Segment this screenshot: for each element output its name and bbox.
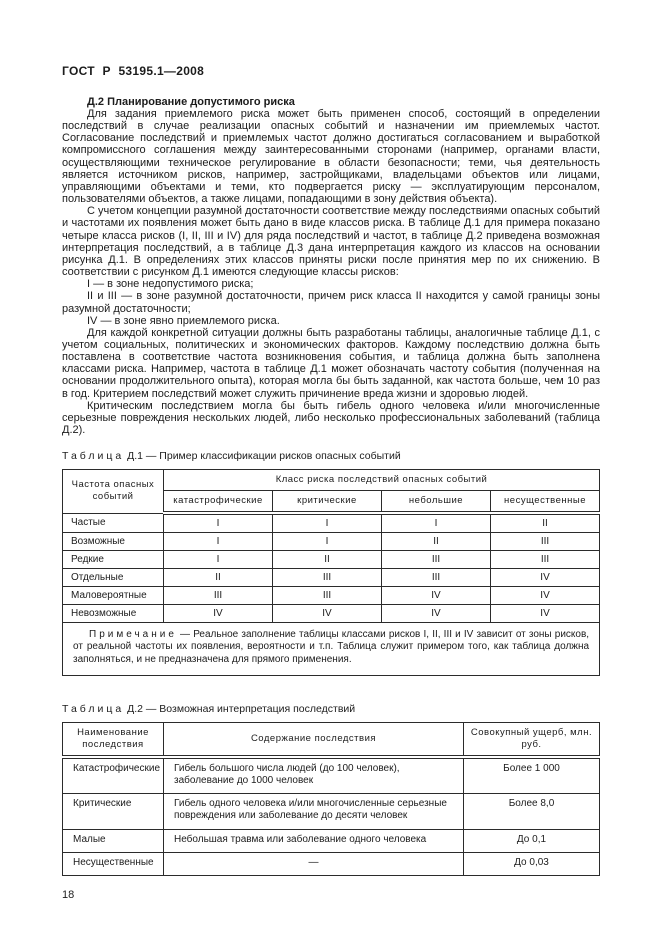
- column-header-frequency: Частота опасных событий: [63, 470, 164, 514]
- table-caption-word: Таблица: [62, 702, 125, 715]
- table-header-row: [63, 470, 600, 491]
- table-row: [63, 551, 600, 569]
- risk-class-cell: III: [491, 533, 600, 551]
- note-label: Примечание: [89, 629, 177, 641]
- risk-class-list-item: II и III — в зоне разумной достаточности, причем риск класса II находится у самой границы зоны разумной достаточности;: [62, 290, 600, 315]
- row-label: Частые: [63, 513, 164, 533]
- risk-class-cell: I: [273, 513, 382, 533]
- risk-class-cell: II: [491, 513, 600, 533]
- damage-cell: До 0,1: [464, 829, 600, 852]
- risk-class-list-item: IV — в зоне явно приемлемого риска.: [87, 314, 280, 327]
- risk-class-cell: III: [382, 551, 491, 569]
- row-label: Маловероятные: [63, 587, 164, 605]
- row-label: Невозможные: [63, 605, 164, 623]
- column-header-insignificant: несущественные: [491, 491, 600, 514]
- table-row: [63, 569, 600, 587]
- risk-class-cell: III: [382, 569, 491, 587]
- risk-class-cell: IV: [273, 605, 382, 623]
- table-d1-risk-classification: [62, 469, 600, 676]
- table-row: [63, 587, 600, 605]
- risk-class-cell: I: [273, 533, 382, 551]
- paragraph: Критическим последствием могла бы быть гибель одного человека и/или многочисленные серьезные повреждения нескольких людей, либо несколько профессиональных заболеваний (таблица Д.2).: [62, 399, 600, 437]
- risk-class-cell: III: [164, 587, 273, 605]
- column-header-catastrophic: катастрофические: [164, 491, 273, 514]
- column-header-consequence-name: Наименование последствия: [63, 722, 164, 757]
- table-caption-number: Д.1: [127, 450, 143, 463]
- risk-class-cell: III: [491, 551, 600, 569]
- row-label: Редкие: [63, 551, 164, 569]
- doc-number: ГОСТ Р 53195.1—2008: [62, 64, 205, 78]
- consequence-content-cell: Гибель большого числа людей (до 100 человек), заболевание до 1000 человек: [164, 757, 464, 794]
- table-d2-consequence-interpretation: [62, 722, 600, 876]
- consequence-content-cell: —: [164, 852, 464, 875]
- risk-class-cell: IV: [491, 569, 600, 587]
- column-header-critical: критические: [273, 491, 382, 514]
- consequence-name-cell: Критические: [63, 794, 164, 829]
- column-header-total-damage: Совокупный ущерб, млн. руб.: [464, 722, 600, 757]
- risk-class-cell: II: [273, 551, 382, 569]
- table-row: [63, 852, 600, 875]
- consequence-name-cell: Катастрофические: [63, 757, 164, 794]
- consequence-content-cell: Небольшая травма или заболевание одного человека: [164, 829, 464, 852]
- page-number: 18: [62, 889, 75, 902]
- consequence-content-cell: Гибель одного человека и/или многочисленные серьезные повреждения или заболевание до десяти человек: [164, 794, 464, 829]
- risk-class-cell: I: [164, 513, 273, 533]
- column-header-consequence-content: Содержание последствия: [164, 722, 464, 757]
- table-row: [63, 605, 600, 623]
- risk-class-cell: IV: [382, 587, 491, 605]
- risk-class-cell: III: [273, 569, 382, 587]
- paragraph: Для задания приемлемого риска может быть применен способ, состоящий в определении последствий в случае реализации опасных событий и назначении им приемлемых частот. Согласование последствий и приемлемых частот должно достигаться согласованием и выработкой компромиссного соглашения между заинтересованными сторонами (например, органами власти, осуществляющими техническое регулирование в области безопасности; теми, чья деятельность является источником рисков, например, застройщиками, владельцами объектов или лицами, управляющими объектами и теми, кто подвергается риску — эксплуатирующим персоналом, пользователями объектов, а также лицами, попадающими в зону действия объекта).: [62, 108, 600, 206]
- table-caption-text: — Пример классификации рисков опасных событий: [145, 450, 401, 463]
- paragraph: Для каждой конкретной ситуации должны быть разработаны таблицы, аналогичные таблице Д.1, с учетом социальных, политических и экономических факторов. Каждому последствию должна быть поставлена в соответствие частота возникновения события, и таблица должна быть заполнена классами риска. Например, частота в таблице Д.1 может обозначать частоту события (полученная на основании продолжительного опыта), которая могла бы быть заданной, как частота больше, чем 10 раз в год. Критерием последствий может служить причинение вреда жизни и здоровью людей.: [62, 326, 600, 400]
- column-header-small: небольшие: [382, 491, 491, 514]
- table-note-row: [63, 623, 600, 676]
- risk-class-cell: I: [382, 513, 491, 533]
- table-d1-caption: [62, 450, 600, 462]
- spacer: [62, 676, 600, 689]
- table-row: [63, 533, 600, 551]
- table-row: [63, 829, 600, 852]
- risk-class-cell: IV: [164, 605, 273, 623]
- note-text: — Реальное заполнение таблицы классами рисков I, II, III и IV зависит от зоны рисков, от реальной частоты их появления, вероятности и т.п. Таблица служит примером того, как таблица должна заполняться, и не предназначена для прямого применения.: [73, 629, 590, 665]
- table-row: [63, 513, 600, 533]
- risk-class-cell: I: [164, 551, 273, 569]
- consequence-name-cell: Несущественные: [63, 852, 164, 875]
- table-header-row: [63, 722, 600, 757]
- table-row: [63, 794, 600, 829]
- risk-class-cell: III: [273, 587, 382, 605]
- consequence-name-cell: Малые: [63, 829, 164, 852]
- risk-class-cell: IV: [382, 605, 491, 623]
- damage-cell: Более 8,0: [464, 794, 600, 829]
- table-row: [63, 757, 600, 794]
- damage-cell: Более 1 000: [464, 757, 600, 794]
- paragraph: С учетом концепции разумной достаточности соответствие между последствиями опасных событий и частотами их появления может быть дано в виде классов риска. В таблице Д.1 для примера показано четыре класса рисков (I, II, III и IV) для ряда последствий и частот, в таблице Д.2 приведена возможная интерпретация последствий, а в таблице Д.3 дана интерпретация каждого из классов на основании рисунка Д.1. В определениях этих классов приняты риски после принятия мер по их снижению. В соответствии с рисунком Д.1 имеются следующие классы рисков:: [62, 205, 600, 279]
- risk-class-cell: I: [164, 533, 273, 551]
- table-caption-word: Таблица: [62, 450, 125, 463]
- table-caption-number: Д.2: [127, 702, 143, 715]
- risk-class-list-item: I — в зоне недопустимого риска;: [87, 278, 254, 291]
- table-caption-text: — Возможная интерпретация последствий: [145, 702, 356, 715]
- column-group-header-risk-class: Класс риска последствий опасных событий: [164, 470, 600, 491]
- row-label: Отдельные: [63, 569, 164, 587]
- damage-cell: До 0,03: [464, 852, 600, 875]
- risk-class-cell: IV: [491, 605, 600, 623]
- table-d2-caption: [62, 703, 600, 715]
- risk-class-cell: IV: [491, 587, 600, 605]
- section-heading: Д.2 Планирование допустимого риска: [87, 96, 295, 108]
- row-label: Возможные: [63, 533, 164, 551]
- table-note: [63, 623, 600, 676]
- risk-class-cell: II: [164, 569, 273, 587]
- risk-class-cell: II: [382, 533, 491, 551]
